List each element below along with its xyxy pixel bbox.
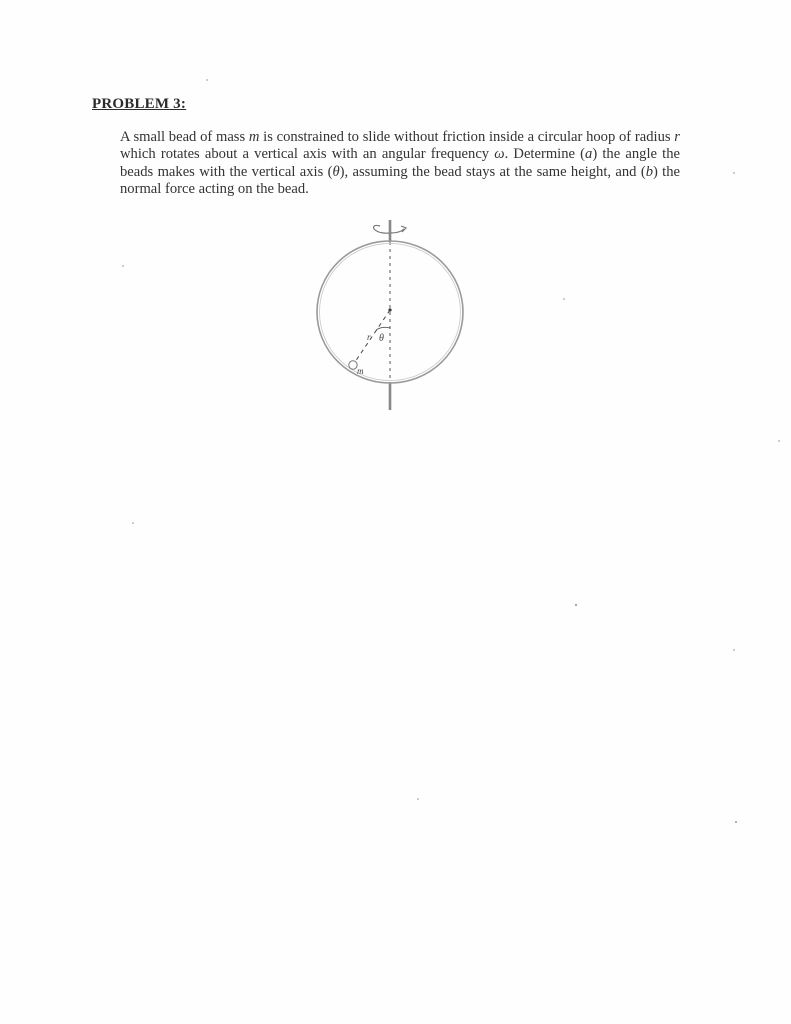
scan-speck [417,798,419,800]
variable-r: r [674,129,680,145]
problem-text-part: is constrained to slide without friction inside a circular hoop of radius [259,129,675,145]
scan-speck [733,172,735,174]
angle-arc [376,327,390,330]
label-m: m [357,366,364,376]
variable-omega: ω [494,146,505,163]
radius-line-dashed [355,310,390,362]
problem-statement [120,129,680,199]
scan-speck [575,604,577,606]
variable-b: b [645,163,653,180]
scan-speck [132,522,134,524]
scan-speck [563,298,565,300]
scan-speck [122,265,124,267]
problem-text-part: A small bead of mass [120,129,249,145]
scan-speck [733,649,735,651]
variable-m: m [248,129,260,145]
problem-text-part: which rotates about a vertical axis with an angular frequency [120,146,495,163]
problem-text-part: . Determine ( [504,146,586,163]
variable-theta: θ [332,163,340,180]
problem-text-part: ) the angle the beads makes with the vertical axis ( [120,146,680,180]
bead [349,361,357,369]
problem-text-part: ) the normal force acting on the bead. [120,163,681,198]
problem-heading: PROBLEM 3: [92,96,187,112]
scan-speck [206,79,208,81]
label-r: r [367,332,371,342]
label-theta: θ [379,333,384,344]
problem-text-part: ), assuming the bead stays at the same height, and ( [339,163,646,180]
variable-a: a [585,146,593,163]
scan-speck [735,821,737,823]
scan-speck [778,440,780,442]
hoop-diagram [300,214,480,414]
